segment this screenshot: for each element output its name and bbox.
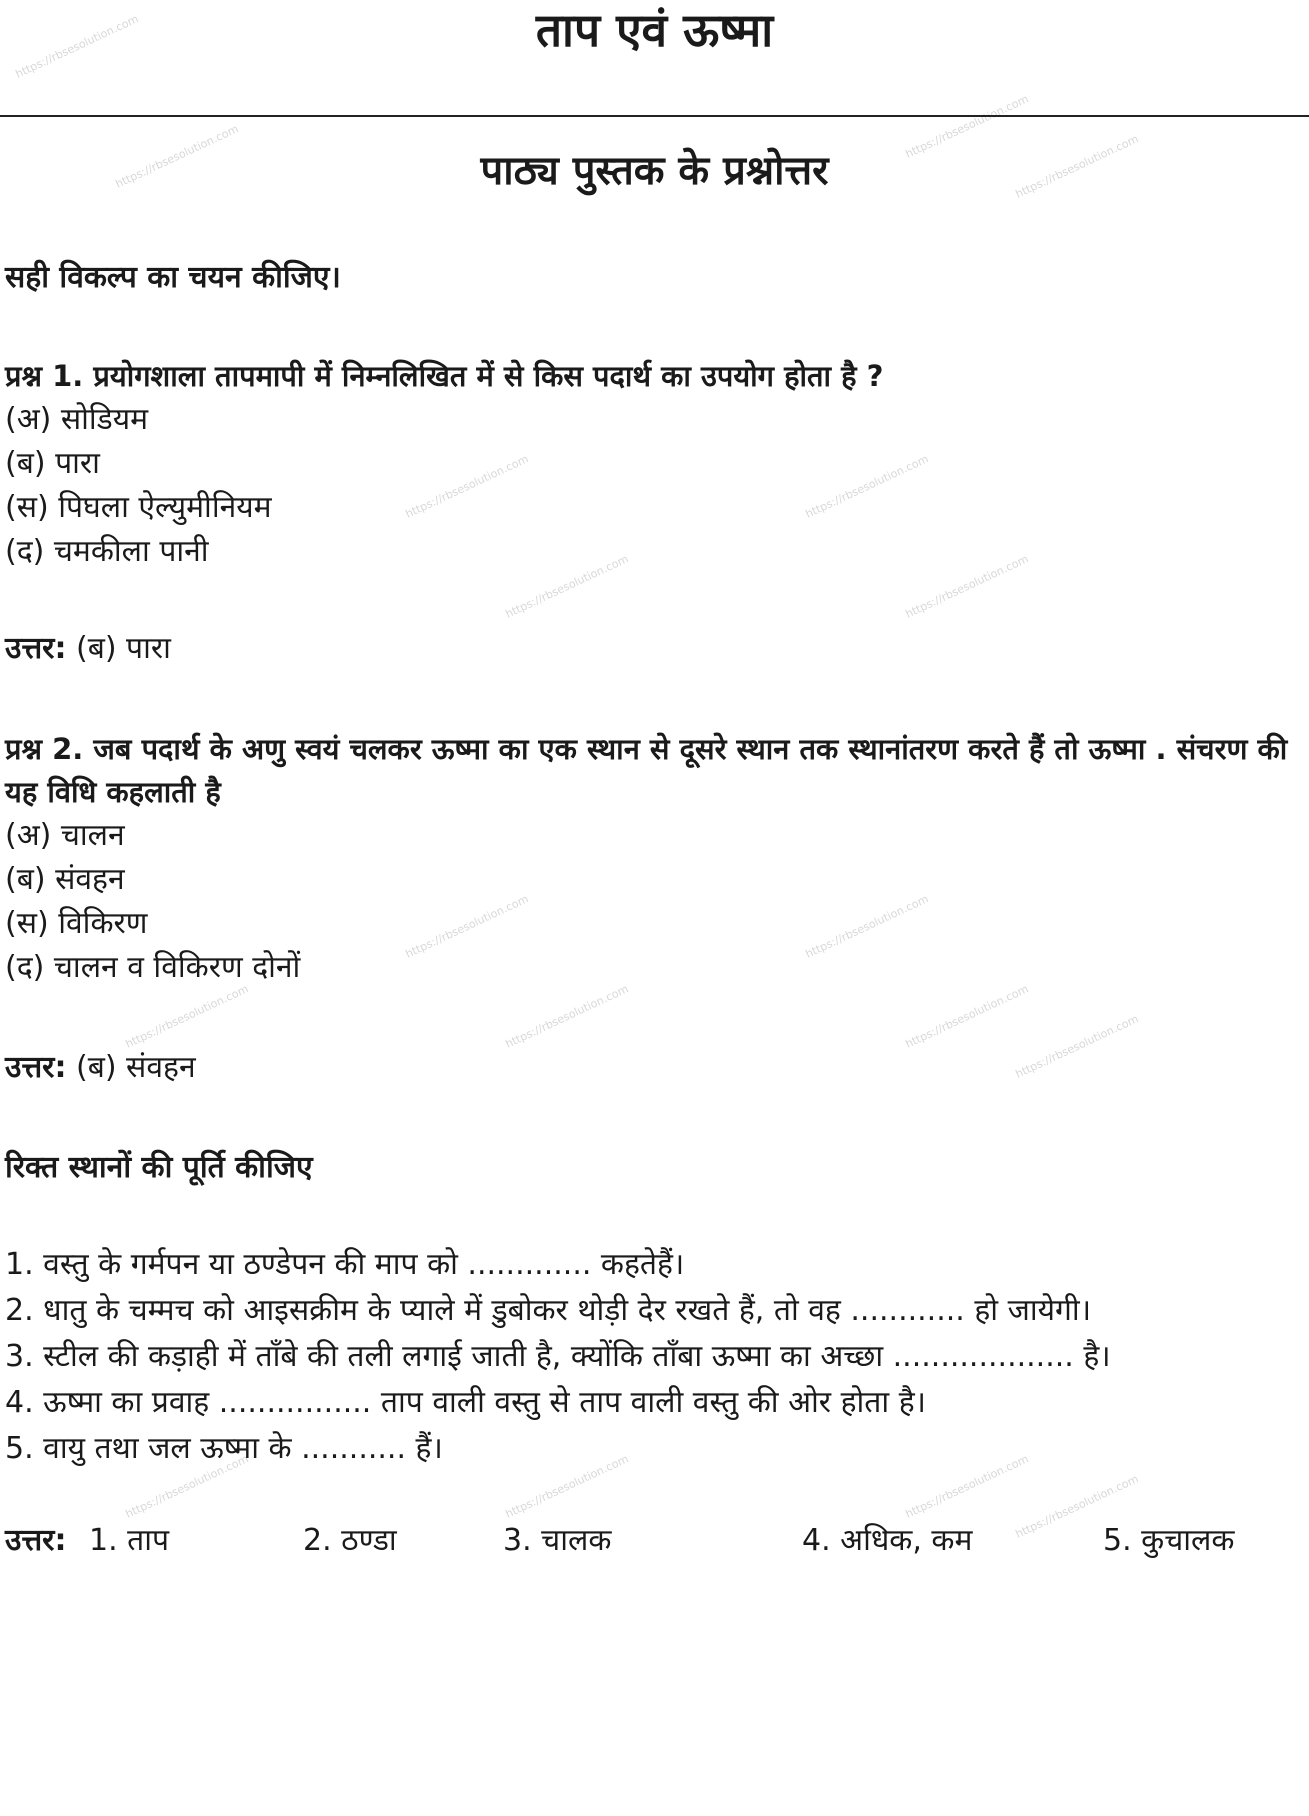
- fill-blank-item: 1. वस्तु के गर्मपन या ठण्डेपन की माप को ............. कहतेहैं।: [5, 1247, 685, 1282]
- watermark: https://rbsesolution.com: [403, 892, 531, 961]
- option-b: (ब) संवहन: [5, 862, 125, 897]
- watermark: https://rbsesolution.com: [1013, 1472, 1141, 1541]
- fill-answer-item: 3. चालक: [503, 1523, 612, 1558]
- question-1: [5, 355, 1300, 574]
- fill-answer-item: 2. ठण्डा: [303, 1523, 397, 1558]
- answer-value: (ब) संवहन: [75, 1050, 196, 1085]
- title-divider: [0, 115, 1309, 117]
- watermark: https://rbsesolution.com: [903, 92, 1031, 161]
- watermark: https://rbsesolution.com: [13, 12, 141, 81]
- fill-blank-item: 2. धातु के चम्मच को आइसक्रीम के प्याले में डुबोकर थोड़ी देर रखते हैं, तो वह ............ हो जायेगी।: [5, 1293, 1092, 1328]
- question-2: [5, 728, 1300, 990]
- watermark: https://rbsesolution.com: [123, 1452, 251, 1521]
- watermark: https://rbsesolution.com: [803, 452, 931, 521]
- page-subtitle: पाठ्य पुस्तक के प्रश्नोत्तर: [480, 148, 829, 194]
- option-d: (द) चमकीला पानी: [5, 534, 209, 569]
- fill-blank-item: 5. वायु तथा जल ऊष्मा के ........... हैं।: [5, 1431, 443, 1466]
- option-c: (स) पिघला ऐल्युमीनियम: [5, 490, 272, 525]
- watermark: https://rbsesolution.com: [403, 452, 531, 521]
- question-text: प्रश्न 2. जब पदार्थ के अणु स्वयं चलकर ऊष्मा का एक स्थान से दूसरे स्थान तक स्थानांतरण करते हैं तो ऊष्मा . संचरण की यह विधि कहलाती है: [5, 732, 1288, 809]
- fill-section-heading: रिक्त स्थानों की पूर्ति कीजिए: [5, 1150, 313, 1185]
- watermark: https://rbsesolution.com: [503, 1452, 631, 1521]
- fill-blank-item: 3. स्टील की कड़ाही में ताँबे की तली लगाई जाती है, क्योंकि ताँबा ऊष्मा का अच्छा ................... है।: [5, 1339, 1111, 1374]
- question-text: प्रश्न 1. प्रयोगशाला तापमापी में निम्नलिखित में से किस पदार्थ का उपयोग होता है ?: [5, 359, 884, 393]
- option-c: (स) विकिरण: [5, 906, 148, 941]
- watermark: https://rbsesolution.com: [903, 982, 1031, 1051]
- answer-label: उत्तर:: [5, 631, 67, 666]
- answer-2: [5, 1046, 196, 1090]
- option-a: (अ) चालन: [5, 818, 125, 853]
- watermark: https://rbsesolution.com: [503, 982, 631, 1051]
- page-title: ताप एवं ऊष्मा: [535, 3, 774, 57]
- watermark: https://rbsesolution.com: [1013, 132, 1141, 201]
- answer-label: उत्तर:: [5, 1050, 67, 1085]
- watermark: https://rbsesolution.com: [903, 552, 1031, 621]
- fill-answers: [5, 1518, 1305, 1564]
- option-d: (द) चालन व विकिरण दोनों: [5, 950, 301, 985]
- watermark: https://rbsesolution.com: [1013, 1012, 1141, 1081]
- answer-1: [5, 627, 171, 671]
- fill-blank-list: [5, 1242, 1305, 1472]
- fill-blank-item: 4. ऊष्मा का प्रवाह ................ ताप वाली वस्तु से ताप वाली वस्तु की ओर होता है।: [5, 1385, 927, 1420]
- watermark: https://rbsesolution.com: [903, 1452, 1031, 1521]
- fill-answer-item: 4. अधिक, कम: [802, 1523, 973, 1558]
- fill-answer-item: 5. कुचालक: [1103, 1523, 1235, 1558]
- answer-value: (ब) पारा: [75, 631, 171, 666]
- watermark: https://rbsesolution.com: [503, 552, 631, 621]
- option-a: (अ) सोडियम: [5, 402, 149, 437]
- mcq-section-heading: सही विकल्प का चयन कीजिए।: [5, 260, 341, 295]
- fill-answer-item: 1. ताप: [89, 1523, 170, 1558]
- watermark: https://rbsesolution.com: [803, 892, 931, 961]
- answer-label: उत्तर:: [5, 1523, 67, 1558]
- watermark: https://rbsesolution.com: [123, 982, 251, 1051]
- watermark: https://rbsesolution.com: [113, 122, 241, 191]
- option-b: (ब) पारा: [5, 446, 100, 481]
